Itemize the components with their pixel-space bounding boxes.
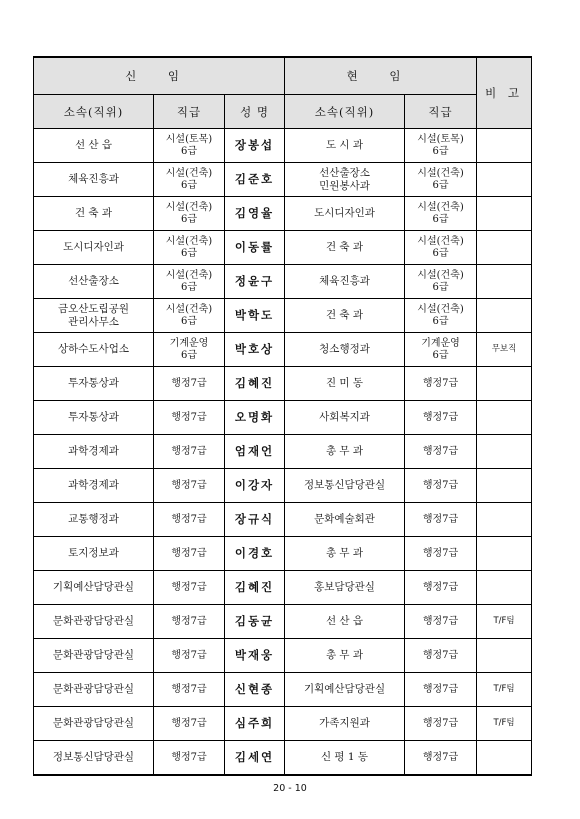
name-cell: 오명화 — [225, 401, 285, 435]
header-remark: 비 고 — [477, 57, 532, 129]
remark-cell — [477, 197, 532, 231]
current-grade-cell: 시설(건축) 6급 — [405, 163, 477, 197]
current-grade-cell: 행정7급 — [405, 639, 477, 673]
name-cell: 장봉섭 — [225, 129, 285, 163]
new-dept-cell: 체육진흥과 — [34, 163, 154, 197]
new-dept-cell: 문화관광담당관실 — [34, 673, 154, 707]
remark-cell — [477, 435, 532, 469]
table-row — [34, 707, 532, 741]
name-cell: 김세연 — [225, 741, 285, 776]
current-grade-cell: 시설(건축) 6급 — [405, 197, 477, 231]
remark-cell — [477, 537, 532, 571]
remark-cell: T/F팀 — [477, 605, 532, 639]
table-row — [34, 265, 532, 299]
current-dept-cell: 문화예술회관 — [285, 503, 405, 537]
current-grade-cell: 행정7급 — [405, 503, 477, 537]
personnel-table — [33, 56, 532, 776]
table-row — [34, 197, 532, 231]
table-row — [34, 231, 532, 265]
header-name: 성 명 — [225, 95, 285, 129]
name-cell: 이동률 — [225, 231, 285, 265]
new-grade-cell: 행정7급 — [154, 741, 225, 776]
name-cell: 김혜진 — [225, 571, 285, 605]
remark-cell — [477, 367, 532, 401]
current-dept-cell: 도시디자인과 — [285, 197, 405, 231]
new-dept-cell: 투자통상과 — [34, 367, 154, 401]
new-grade-cell: 행정7급 — [154, 367, 225, 401]
current-grade-cell: 시설(토목) 6급 — [405, 129, 477, 163]
table-row — [34, 605, 532, 639]
table-row — [34, 571, 532, 605]
new-grade-cell: 행정7급 — [154, 469, 225, 503]
new-dept-cell: 투자통상과 — [34, 401, 154, 435]
page-number: 20 - 10 — [273, 783, 307, 794]
remark-cell: 무보직 — [477, 333, 532, 367]
new-dept-cell: 상하수도사업소 — [34, 333, 154, 367]
remark-cell — [477, 231, 532, 265]
table-row — [34, 401, 532, 435]
name-cell: 심주희 — [225, 707, 285, 741]
current-dept-cell: 사회복지과 — [285, 401, 405, 435]
new-grade-cell: 행정7급 — [154, 673, 225, 707]
current-dept-cell: 기획예산담당관실 — [285, 673, 405, 707]
current-dept-cell: 청소행정과 — [285, 333, 405, 367]
current-grade-cell: 시설(건축) 6급 — [405, 231, 477, 265]
new-grade-cell: 시설(토목) 6급 — [154, 129, 225, 163]
name-cell: 박학도 — [225, 299, 285, 333]
current-grade-cell: 행정7급 — [405, 571, 477, 605]
new-grade-cell: 행정7급 — [154, 435, 225, 469]
name-cell: 엄재언 — [225, 435, 285, 469]
current-grade-cell: 행정7급 — [405, 401, 477, 435]
remark-cell: T/F팀 — [477, 673, 532, 707]
current-grade-cell: 행정7급 — [405, 435, 477, 469]
new-dept-cell: 문화관광담당관실 — [34, 605, 154, 639]
header-current-dept: 소속(직위) — [285, 95, 405, 129]
table-row — [34, 639, 532, 673]
current-grade-cell: 시설(건축) 6급 — [405, 299, 477, 333]
new-grade-cell: 기계운영 6급 — [154, 333, 225, 367]
new-grade-cell: 시설(건축) 6급 — [154, 163, 225, 197]
table-row — [34, 129, 532, 163]
remark-cell — [477, 503, 532, 537]
current-dept-cell: 총 무 과 — [285, 537, 405, 571]
new-grade-cell: 행정7급 — [154, 571, 225, 605]
current-grade-cell: 행정7급 — [405, 469, 477, 503]
table-body — [34, 129, 532, 776]
current-dept-cell: 가족지원과 — [285, 707, 405, 741]
name-cell: 김혜진 — [225, 367, 285, 401]
remark-cell — [477, 639, 532, 673]
new-dept-cell: 정보통신담당관실 — [34, 741, 154, 776]
table-row — [34, 741, 532, 776]
new-grade-cell: 시설(건축) 6급 — [154, 265, 225, 299]
current-grade-cell: 행정7급 — [405, 605, 477, 639]
name-cell: 이강자 — [225, 469, 285, 503]
new-dept-cell: 토지정보과 — [34, 537, 154, 571]
current-dept-cell: 총 무 과 — [285, 639, 405, 673]
current-dept-cell: 정보통신담당관실 — [285, 469, 405, 503]
header-new-dept: 소속(직위) — [34, 95, 154, 129]
new-dept-cell: 건 축 과 — [34, 197, 154, 231]
new-grade-cell: 행정7급 — [154, 605, 225, 639]
new-grade-cell: 행정7급 — [154, 537, 225, 571]
name-cell: 김준호 — [225, 163, 285, 197]
table-row — [34, 333, 532, 367]
table-row — [34, 469, 532, 503]
new-grade-cell: 행정7급 — [154, 401, 225, 435]
new-dept-cell: 과학경제과 — [34, 435, 154, 469]
current-dept-cell: 총 무 과 — [285, 435, 405, 469]
current-dept-cell: 신 평 1 동 — [285, 741, 405, 776]
new-dept-cell: 선산출장소 — [34, 265, 154, 299]
table-row — [34, 537, 532, 571]
current-grade-cell: 행정7급 — [405, 707, 477, 741]
name-cell: 김동균 — [225, 605, 285, 639]
new-grade-cell: 행정7급 — [154, 639, 225, 673]
current-dept-cell: 건 축 과 — [285, 299, 405, 333]
current-dept-cell: 도 시 과 — [285, 129, 405, 163]
table-row — [34, 673, 532, 707]
table-row — [34, 503, 532, 537]
remark-cell — [477, 299, 532, 333]
current-dept-cell: 선산출장소 민원봉사과 — [285, 163, 405, 197]
name-cell: 정윤구 — [225, 265, 285, 299]
name-cell: 김영율 — [225, 197, 285, 231]
new-dept-cell: 기획예산담당관실 — [34, 571, 154, 605]
new-dept-cell: 문화관광담당관실 — [34, 707, 154, 741]
remark-cell — [477, 163, 532, 197]
current-grade-cell: 행정7급 — [405, 673, 477, 707]
new-grade-cell: 행정7급 — [154, 503, 225, 537]
name-cell: 장규식 — [225, 503, 285, 537]
new-grade-cell: 시설(건축) 6급 — [154, 231, 225, 265]
remark-cell — [477, 741, 532, 776]
header-current-grade: 직급 — [405, 95, 477, 129]
table-row — [34, 435, 532, 469]
new-dept-cell: 금오산도립공원 관리사무소 — [34, 299, 154, 333]
table-row — [34, 299, 532, 333]
new-dept-cell: 과학경제과 — [34, 469, 154, 503]
new-dept-cell: 교통행정과 — [34, 503, 154, 537]
current-grade-cell: 행정7급 — [405, 741, 477, 776]
name-cell: 박호상 — [225, 333, 285, 367]
name-cell: 박재웅 — [225, 639, 285, 673]
current-grade-cell: 행정7급 — [405, 367, 477, 401]
new-dept-cell: 문화관광담당관실 — [34, 639, 154, 673]
header-new-appointment: 신 임 — [34, 57, 285, 95]
table-row — [34, 163, 532, 197]
new-grade-cell: 시설(건축) 6급 — [154, 299, 225, 333]
remark-cell — [477, 129, 532, 163]
new-dept-cell: 선 산 읍 — [34, 129, 154, 163]
name-cell: 이경호 — [225, 537, 285, 571]
remark-cell: T/F팀 — [477, 707, 532, 741]
current-grade-cell: 기계운영 6급 — [405, 333, 477, 367]
current-dept-cell: 선 산 읍 — [285, 605, 405, 639]
header-current-position: 현 임 — [285, 57, 477, 95]
remark-cell — [477, 265, 532, 299]
current-dept-cell: 건 축 과 — [285, 231, 405, 265]
new-grade-cell: 시설(건축) 6급 — [154, 197, 225, 231]
current-dept-cell: 진 미 동 — [285, 367, 405, 401]
current-grade-cell: 시설(건축) 6급 — [405, 265, 477, 299]
current-dept-cell: 홍보담당관실 — [285, 571, 405, 605]
header-new-grade: 직급 — [154, 95, 225, 129]
table-row — [34, 367, 532, 401]
remark-cell — [477, 401, 532, 435]
name-cell: 신현종 — [225, 673, 285, 707]
current-grade-cell: 행정7급 — [405, 537, 477, 571]
new-grade-cell: 행정7급 — [154, 707, 225, 741]
current-dept-cell: 체육진흥과 — [285, 265, 405, 299]
new-dept-cell: 도시디자인과 — [34, 231, 154, 265]
remark-cell — [477, 571, 532, 605]
remark-cell — [477, 469, 532, 503]
